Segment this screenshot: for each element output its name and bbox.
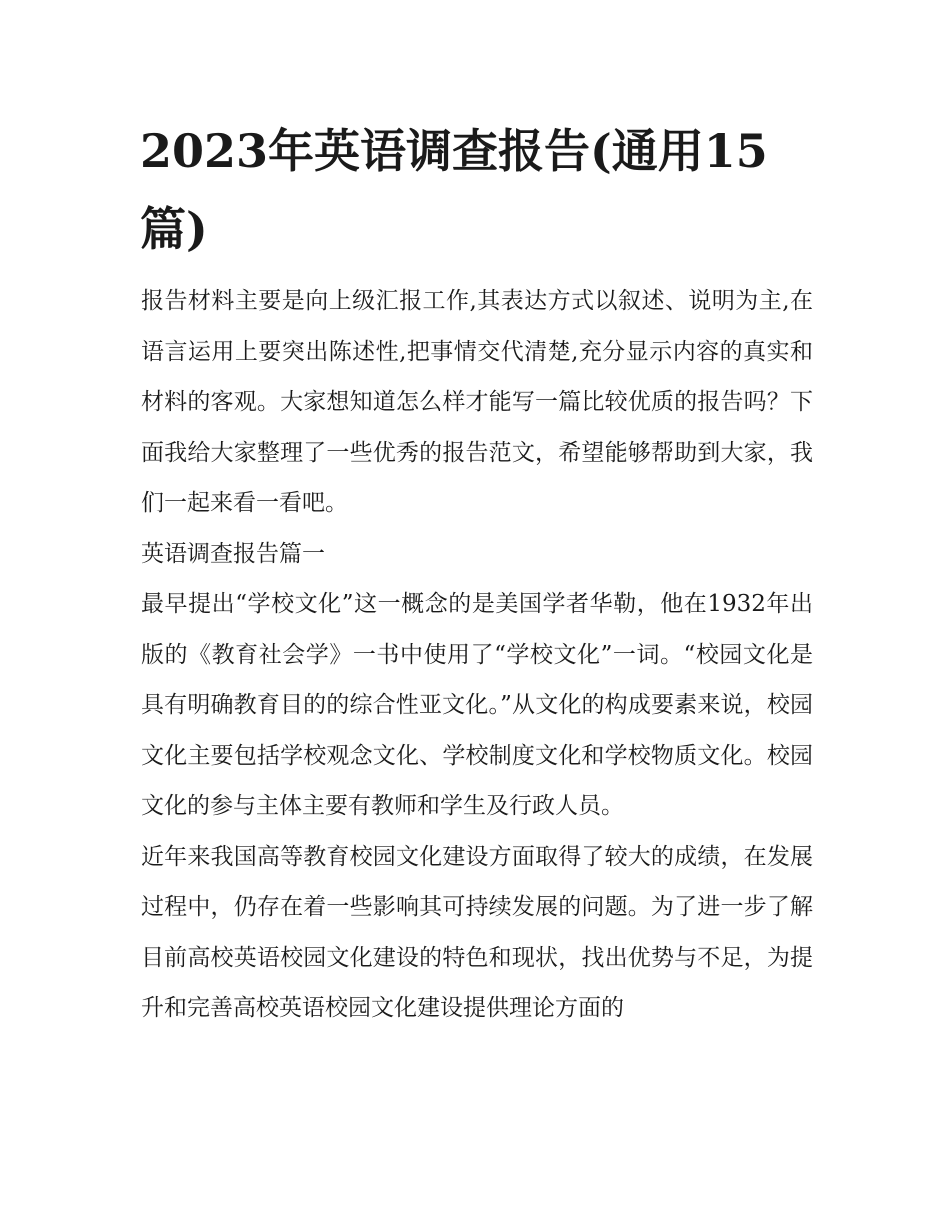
document-body (141, 276, 813, 1034)
document-title: 2023年英语调查报告(通用15篇) (140, 124, 768, 256)
body-paragraph: 近年来我国高等教育校园文化建设方面取得了较大的成绩，在发展过程中，仍存在着一些影响其可持续发展的问题。为了进一步了解目前高校英语校园文化建设的特色和现状，找出优势与不足，为提升和完善高校英语校园文化建设提供理论方面的 (141, 843, 813, 1021)
body-paragraph: 最早提出“学校文化”这一概念的是美国学者华勒，他在1932年出版的《教育社会学》一书中使用了“学校文化”一词。“校园文化是具有明确教育目的的综合性亚文化。”从文化的构成要素来说，校园文化主要包括学校观念文化、学校制度文化和学校物质文化。校园文化的参与主体主要有教师和学生及行政人员。 (141, 591, 813, 819)
intro-paragraph: 报告材料主要是向上级汇报工作,其表达方式以叙述、说明为主,在语言运用上要突出陈述性,把事情交代清楚,充分显示内容的真实和材料的客观。大家想知道怎么样才能写一篇比较优质的报告吗？下面我给大家整理了一些优秀的报告范文，希望能够帮助到大家，我们一起来看一看吧。 (141, 288, 813, 516)
section-heading: 英语调查报告篇一 (141, 540, 325, 567)
